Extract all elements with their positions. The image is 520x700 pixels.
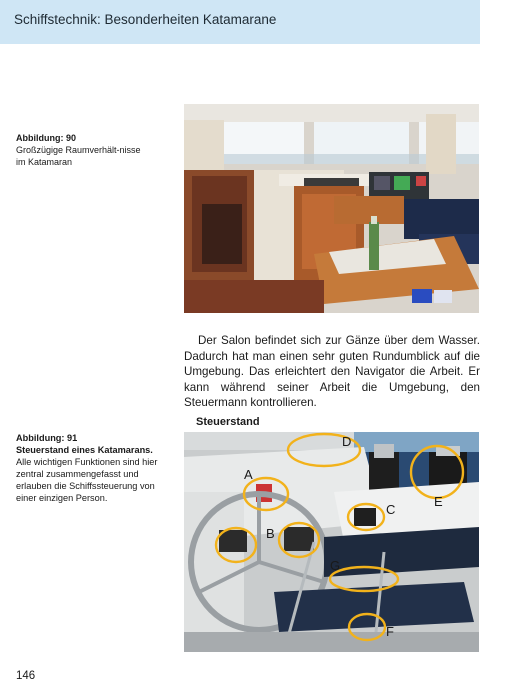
page-header: [0, 0, 480, 44]
marker-label-b: B: [266, 526, 275, 541]
marker-label-d: D: [342, 434, 352, 449]
marker-label-a: A: [244, 467, 253, 482]
marker-label-c: C: [386, 502, 396, 517]
marker-label-e: E: [434, 494, 443, 509]
header-title: Schiffstechnik: Besonderheiten Katamarane: [14, 12, 277, 27]
salon-image: [184, 104, 479, 313]
helm-image: [184, 432, 479, 652]
figure-90-label: Abbildung: 90: [16, 133, 76, 143]
figure-90-text: Großzügige Raumverhält-nisse im Katamaran: [16, 145, 141, 167]
figure-91-label: Abbildung: 91: [16, 433, 78, 443]
figure-90-photo: [184, 104, 479, 313]
section-heading: Steuerstand: [196, 416, 260, 428]
figure-91-bold: Steuerstand eines Katamarans.: [16, 445, 153, 455]
marker-label-g: G: [330, 558, 341, 573]
figure-91-caption: [16, 432, 166, 504]
page-number: 146: [16, 670, 36, 682]
paragraph-text: Der Salon befindet sich zur Gänze über dem Wasser. Dadurch hat man einen sehr guten Rundumblick auf die Umgebung. Das erleichtert den Navigator die Arbeit. Er kann während seiner Arbeit die Umgebung, den Steuermann kontrollieren.: [184, 334, 480, 409]
figure-91-photo: [184, 432, 479, 652]
body-paragraph: [184, 333, 480, 411]
figure-90-caption: [16, 132, 146, 168]
marker-label-f: F: [386, 624, 394, 639]
figure-91-text: Alle wichtigen Funktionen sind hier zentral zusammengefasst und erlauben die Schiffssteuerung von einer einzigen Person.: [16, 457, 158, 503]
